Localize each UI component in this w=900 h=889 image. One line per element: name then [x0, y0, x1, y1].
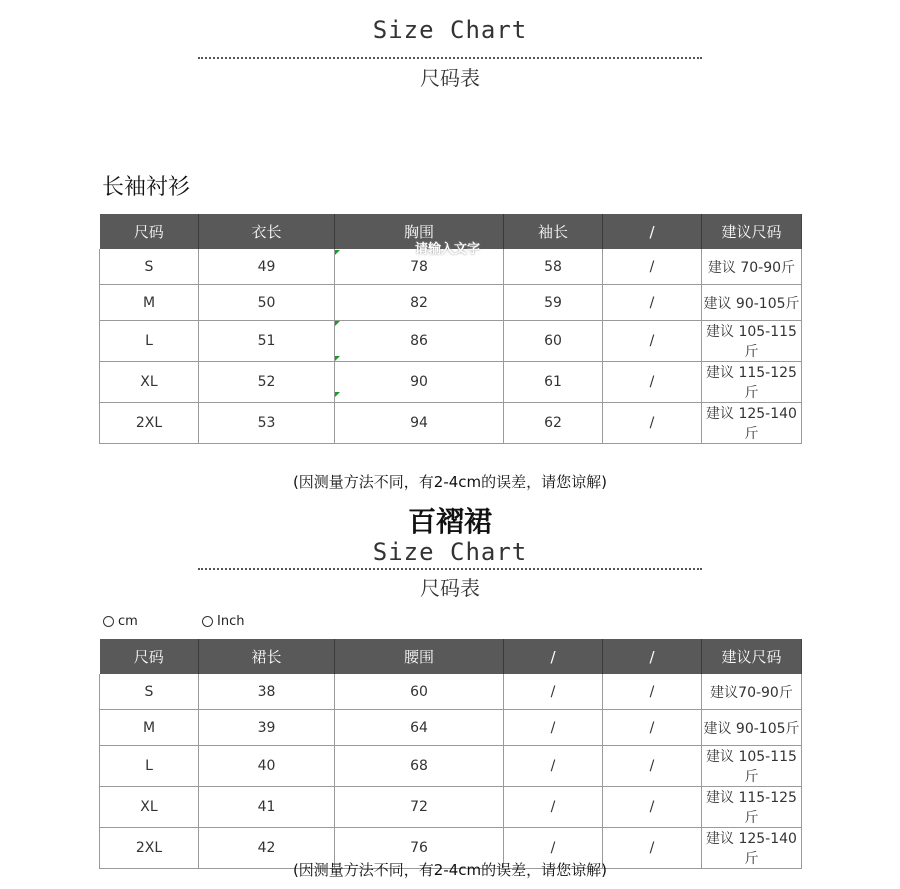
dotted-divider: [198, 57, 702, 59]
table-row: [100, 674, 802, 710]
table-cell: S: [100, 249, 199, 285]
radio-icon[interactable]: [103, 616, 114, 627]
table-cell: 62: [504, 403, 603, 444]
table-cell: 建议 125-140斤: [702, 828, 802, 869]
table-cell: 72: [335, 787, 504, 828]
cropped-header-text: [255, 0, 645, 4]
unit-option-inch[interactable]: Inch: [202, 614, 244, 629]
table-cell: /: [603, 403, 702, 444]
radio-icon[interactable]: [202, 616, 213, 627]
skirt-size-chart-heading: Size Chart: [372, 538, 528, 566]
table-cell: 39: [199, 710, 335, 746]
table-cell: 建议 90-105斤: [702, 710, 802, 746]
column-header: 衣长: [199, 214, 335, 249]
table-cell: /: [504, 710, 603, 746]
table-cell: 建议70-90斤: [702, 674, 802, 710]
skirt-measurement-note: (因测量方法不同，有2-4cm的误差，请您谅解): [292, 861, 608, 879]
column-header: 尺码: [100, 639, 199, 674]
table-cell: /: [603, 674, 702, 710]
column-header: 建议尺码: [702, 639, 802, 674]
table-cell: 建议 105-115斤: [702, 321, 802, 362]
table-cell: L: [100, 321, 199, 362]
table-cell: 50: [199, 285, 335, 321]
table-cell: /: [603, 828, 702, 869]
table-cell: 64: [335, 710, 504, 746]
table-cell: 53: [199, 403, 335, 444]
table-cell: /: [603, 710, 702, 746]
table-cell: 建议 105-115斤: [702, 746, 802, 787]
table-cell: /: [504, 674, 603, 710]
table-row: [100, 787, 802, 828]
table-cell: XL: [100, 787, 199, 828]
column-header: 袖长: [504, 214, 603, 249]
table-cell: XL: [100, 362, 199, 403]
table-cell: 建议 90-105斤: [702, 285, 802, 321]
table-cell: /: [603, 362, 702, 403]
size-chart-heading: Size Chart: [372, 16, 528, 44]
table-cell: /: [603, 249, 702, 285]
table-header-row: [100, 639, 802, 674]
cell-marker-icon: [335, 250, 340, 255]
table-row: [100, 710, 802, 746]
table-cell: /: [504, 828, 603, 869]
table-cell: 78: [335, 249, 504, 285]
table-cell: 2XL: [100, 828, 199, 869]
table-cell: 60: [504, 321, 603, 362]
column-header: 裙长: [199, 639, 335, 674]
skirt-size-chart-subheading: 尺码表: [420, 576, 480, 600]
table-cell: 38: [199, 674, 335, 710]
cell-marker-icon: [335, 321, 340, 326]
table-cell: /: [603, 746, 702, 787]
cell-marker-icon: [335, 356, 340, 361]
table-cell: 42: [199, 828, 335, 869]
table-cell: 68: [335, 746, 504, 787]
table-cell: 41: [199, 787, 335, 828]
table-cell: S: [100, 674, 199, 710]
text-placeholder-overlay[interactable]: 请输入文字: [415, 242, 481, 257]
column-header: /: [504, 639, 603, 674]
table-cell: L: [100, 746, 199, 787]
size-chart-subheading: 尺码表: [420, 66, 480, 90]
table-cell: /: [603, 285, 702, 321]
table-row: [100, 362, 802, 403]
shirt-section-title: 长袖衬衫: [102, 175, 191, 200]
table-cell: 建议 115-125斤: [702, 362, 802, 403]
table-row: [100, 746, 802, 787]
shirt-measurement-note: (因测量方法不同，有2-4cm的误差，请您谅解): [292, 473, 608, 491]
table-cell: 建议 115-125斤: [702, 787, 802, 828]
table-cell: 建议 125-140斤: [702, 403, 802, 444]
table-cell: /: [504, 746, 603, 787]
table-cell: 76: [335, 828, 504, 869]
table-cell: 51: [199, 321, 335, 362]
table-cell: 2XL: [100, 403, 199, 444]
table-cell: 59: [504, 285, 603, 321]
table-cell: 58: [504, 249, 603, 285]
table-cell: 52: [199, 362, 335, 403]
column-header: /: [603, 214, 702, 249]
table-cell: 82: [335, 285, 504, 321]
table-cell: 40: [199, 746, 335, 787]
skirt-size-table: [99, 639, 802, 869]
dotted-divider: [198, 568, 702, 570]
table-row: [100, 285, 802, 321]
table-row: [100, 321, 802, 362]
table-cell: 90: [335, 362, 504, 403]
table-cell: /: [603, 321, 702, 362]
column-header: /: [603, 639, 702, 674]
column-header: 胸围: [335, 214, 504, 249]
table-cell: 94: [335, 403, 504, 444]
column-header: 腰围: [335, 639, 504, 674]
column-header: 尺码: [100, 214, 199, 249]
table-cell: 建议 70-90斤: [702, 249, 802, 285]
table-cell: M: [100, 285, 199, 321]
table-row: [100, 403, 802, 444]
table-cell: 49: [199, 249, 335, 285]
table-cell: /: [504, 787, 603, 828]
table-cell: /: [603, 787, 702, 828]
table-cell: 60: [335, 674, 504, 710]
cell-marker-icon: [335, 392, 340, 397]
table-cell: 61: [504, 362, 603, 403]
skirt-section-title: 百褶裙: [407, 505, 492, 538]
unit-option-cm[interactable]: cm: [103, 614, 138, 629]
table-cell: M: [100, 710, 199, 746]
table-cell: 86: [335, 321, 504, 362]
column-header: 建议尺码: [702, 214, 802, 249]
